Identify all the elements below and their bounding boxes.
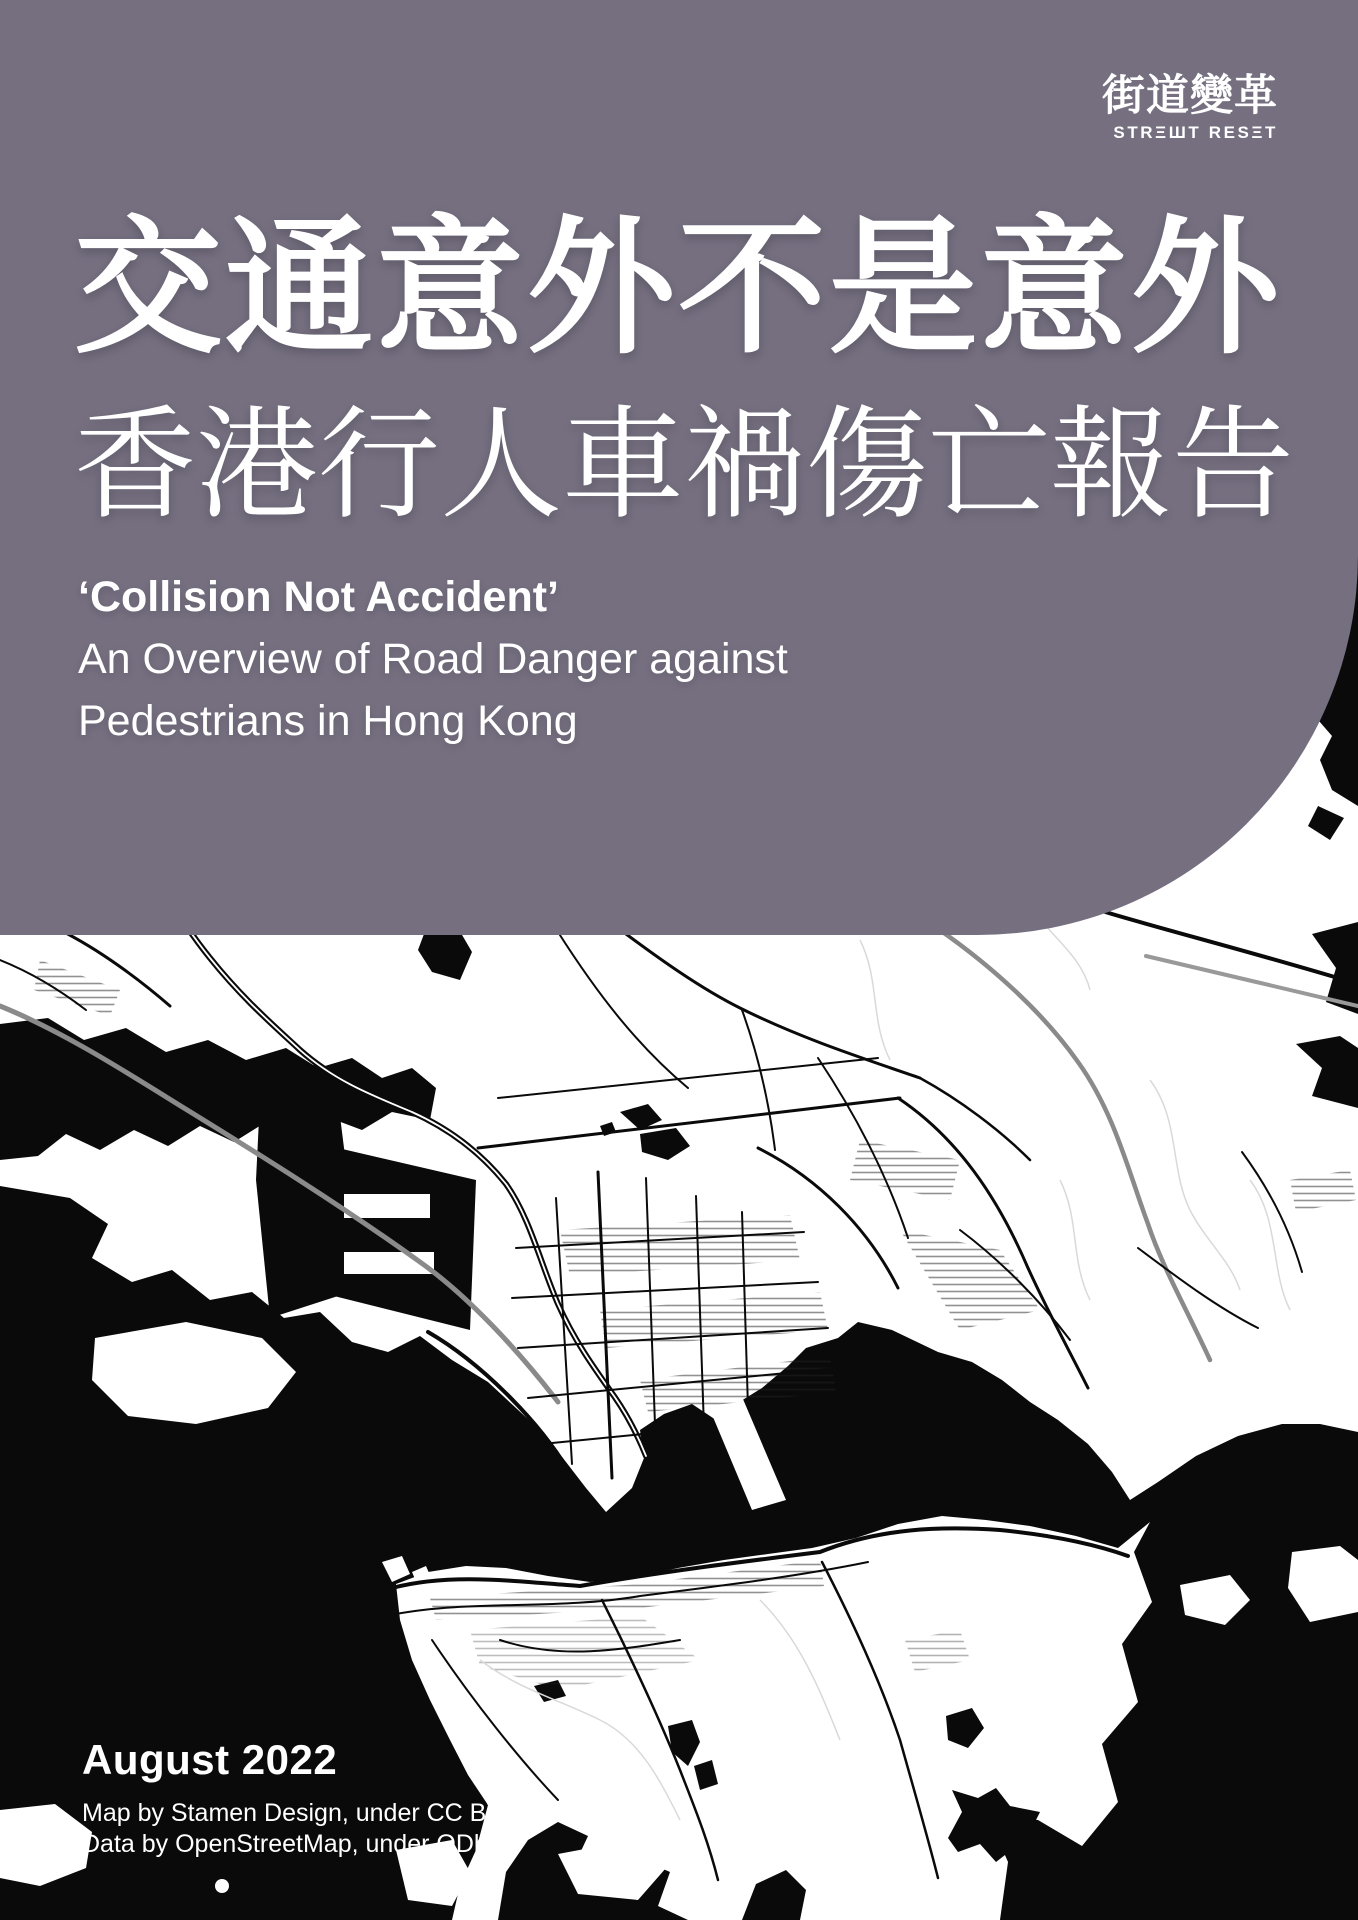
logo-latin-text: STRΞШT RESΞT (1113, 123, 1278, 143)
subtitle-line-2: An Overview of Road Danger against (78, 635, 788, 683)
subtitle-line-3: Pedestrians in Hong Kong (78, 697, 578, 745)
header-panel (0, 0, 1358, 935)
report-subtitle-en (78, 566, 788, 752)
report-title-zh-line1: 交通意外不是意外 (74, 206, 1282, 371)
subtitle-line-1: ‘Collision Not Accident’ (78, 573, 559, 621)
footer (82, 1736, 551, 1860)
map-attribution (82, 1798, 551, 1860)
report-title-zh-line2: 香港行人車禍傷亡報告 (74, 397, 1294, 533)
logo-cjk-text: 街道變革 (1102, 72, 1278, 120)
attribution-line-1: Map by Stamen Design, under CC BY 3.0. (82, 1799, 552, 1827)
attribution-line-2: Data by OpenStreetMap, under ODbL. (82, 1830, 509, 1858)
brand-logo (1102, 74, 1278, 143)
publication-date: August 2022 (82, 1736, 338, 1783)
